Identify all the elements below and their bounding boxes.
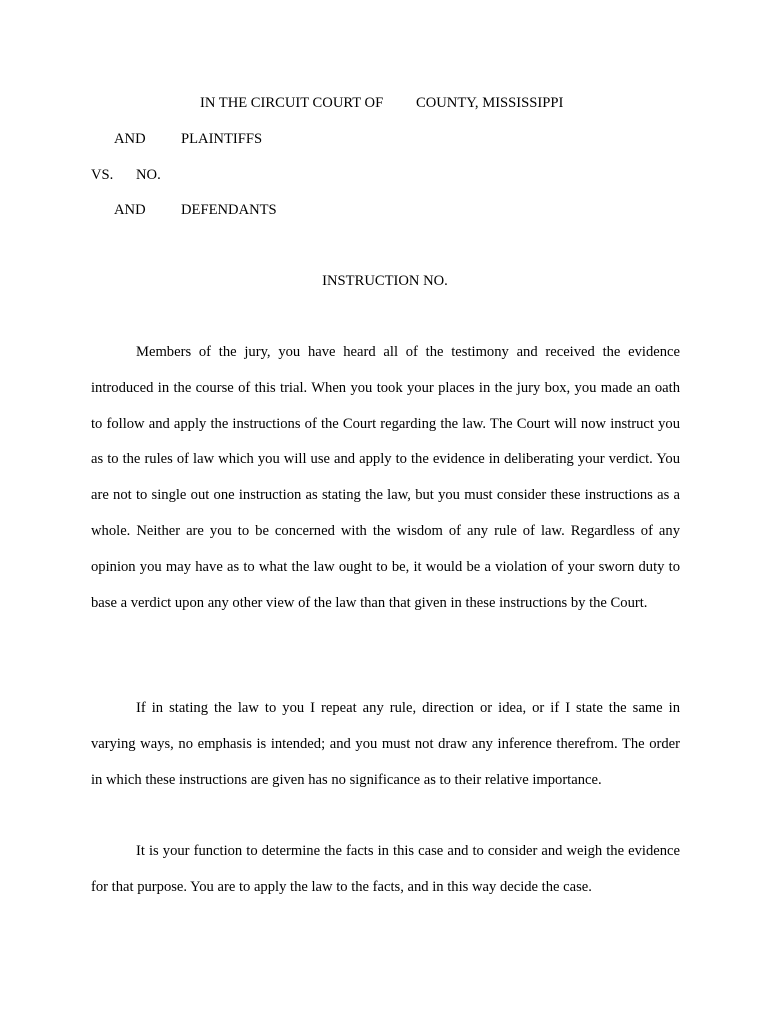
court-name-prefix: IN THE CIRCUIT COURT OF [200, 95, 384, 111]
versus-label: VS. [91, 167, 114, 183]
instruction-title: INSTRUCTION NO. [322, 273, 448, 289]
plaintiffs-label: PLAINTIFFS [181, 131, 263, 147]
plaintiffs-and-label: AND [114, 131, 146, 147]
court-name-suffix: COUNTY, MISSISSIPPI [416, 95, 564, 111]
paragraph-2-text: If in stating the law to you I repeat any rule, direction or idea, or if I state the same in varying ways, no emphasis is intended; and you must not draw any inference therefrom. The order in which these instructions are given has no significance as to their relative importance. [91, 700, 680, 788]
paragraph-1-text: Members of the jury, you have heard all of the testimony and received the evidence introduced in the course of this trial. When you took your places in the jury box, you made an oath to follow and apply the instructions of the Court regarding the law. The Court will now instruct you as to the rules of law which you will use and apply to the evidence in deliberating your verdict. You are not to single out one instruction as stating the law, but you must consider these instructions as a whole. Neither are you to be concerned with the wisdom of any rule of law. Regardless of any opinion you may have as to what the law ought to be, it would be a violation of your sworn duty to base a verdict upon any other view of the law than that given in these instructions by the Court. [91, 344, 680, 611]
case-number-label: NO. [136, 167, 161, 183]
defendants-and-label: AND [114, 202, 146, 218]
defendants-label: DEFENDANTS [181, 202, 277, 218]
paragraph-3 [91, 834, 680, 906]
paragraph-2 [91, 691, 680, 798]
paragraph-1 [91, 335, 680, 621]
paragraph-3-text: It is your function to determine the facts in this case and to consider and weigh the evidence for that purpose. You are to apply the law to the facts, and in this way decide the case. [91, 843, 680, 895]
